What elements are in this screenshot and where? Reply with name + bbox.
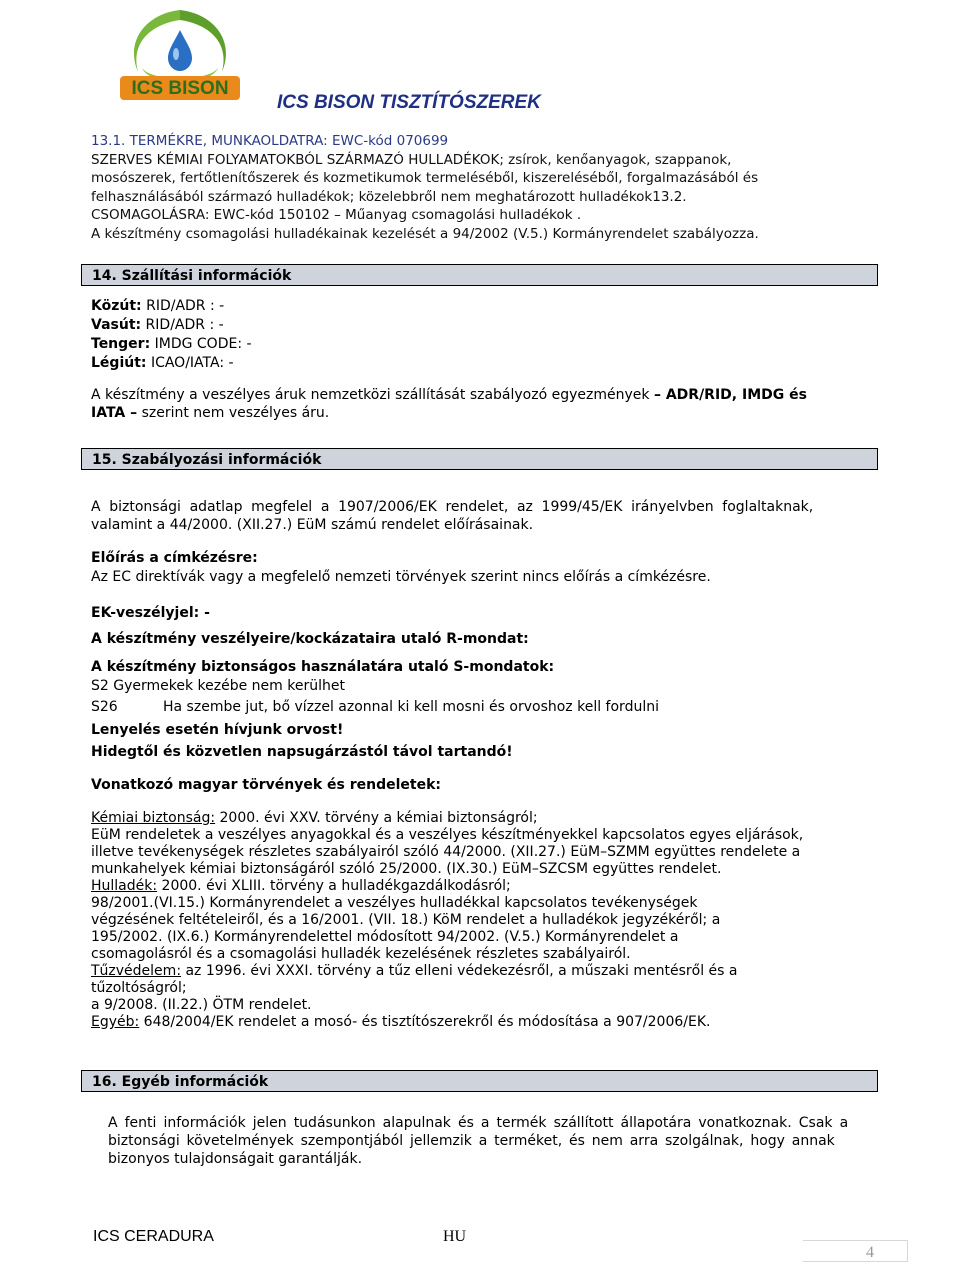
section13-line: felhasználásából származó hulladékok; közelebbről nem meghatározott hulladékok13.2. [91, 188, 687, 205]
law-line: illetve tevékenységek részletes szabályairól szóló 44/2000. (XII.27.) EüM–SZMM együttes rendelete a [91, 844, 801, 860]
page-number-box [803, 1240, 908, 1262]
other-info-line: bizonyos tulajdonságait garantálják. [108, 1151, 363, 1167]
company-logo [90, 2, 270, 108]
section15-heading: 15. Szabályozási információk [81, 448, 878, 470]
section13-line: CSOMAGOLÁSRA: EWC-kód 150102 – Műanyag csomagolási hulladékok . [91, 207, 582, 223]
other-info-line: A fenti információk jelen tudásunkon alapulnak és a termék szállított állapotára vonatkoznak. Csak a [108, 1115, 849, 1131]
other-info-line: biztonsági követelmények szempontjából jellemzik a terméket, és nem arra szolgálnak, hogy annak [108, 1133, 835, 1149]
law-line: tűzoltóságról; [91, 980, 187, 996]
transport-air: Légiút: ICAO/IATA: - [91, 355, 234, 371]
swallow-warning: Lenyelés esetén hívjunk orvost! [91, 722, 344, 738]
law-line: Tűzvédelem: az 1996. évi XXXI. törvény a tűz elleni védekezésről, a műszaki mentésről és a [91, 963, 738, 979]
labelling-text: Az EC direktívák vagy a megfelelő nemzeti törvények szerint nincs előírás a címkézésre. [91, 569, 711, 585]
section13-line: mosószerek, fertőtlenítőszerek és kozmetikumok termeléséből, kiszereléséből, forgalmazásából és [91, 170, 759, 186]
laws-list [91, 810, 803, 1031]
law-line: csomagolásról és a csomagolási hulladék kezelésének részletes szabályairól. [91, 946, 631, 962]
transport-paragraph-cont: IATA – szerint nem veszélyes áru. [91, 405, 330, 421]
footer-language: HU [443, 1228, 467, 1245]
s2-phrase: S2 Gyermekek kezébe nem kerülhet [91, 678, 345, 694]
regulation-paragraph: A biztonsági adatlap megfelel a 1907/2006/EK rendelet, az 1999/45/EK irányelvben foglaltaknak, [91, 499, 814, 515]
regulation-paragraph-cont: valamint a 44/2000. (XII.27.) EüM számú rendelet előírásainak. [91, 517, 534, 533]
s26-text: Ha szembe jut, bő vízzel azonnal ki kell mosni és orvoshoz kell fordulni [163, 699, 659, 715]
r-phrases-heading: A készítmény veszélyeire/kockázataira utaló R-mondat: [91, 631, 529, 647]
transport-road: Közút: RID/ADR : - [91, 298, 225, 314]
labelling-heading: Előírás a címkézésre: [91, 550, 258, 566]
hazard-symbol: EK-veszélyjel: - [91, 605, 210, 621]
law-line: Egyéb: 648/2004/EK rendelet a mosó- és tisztítószerekről és módosítása a 907/2006/EK. [91, 1014, 711, 1030]
transport-paragraph: A készítmény a veszélyes áruk nemzetközi szállítását szabályozó egyezmények – ADR/RID, IMDG és [91, 387, 807, 403]
law-line: Hulladék: 2000. évi XLIII. törvény a hulladékgazdálkodásról; [91, 878, 511, 894]
page-number: 4 [866, 1244, 874, 1261]
law-line: munkahelyek kémiai biztonságáról szóló 25/2000. (IX.30.) EüM–SZCSM együttes rendelet. [91, 861, 722, 877]
law-line: EüM rendeletek a veszélyes anyagokkal és a veszélyes készítményekkel kapcsolatos egyes eljárások, [91, 827, 804, 843]
law-line: a 9/2008. (II.22.) ÖTM rendelet. [91, 997, 312, 1013]
laws-heading: Vonatkozó magyar törvények és rendeletek: [91, 777, 441, 793]
law-line: 195/2002. (IX.6.) Kormányrendelettel módosított 94/2002. (V.5.) Kormányrendelet a [91, 929, 679, 945]
section13-line: SZERVES KÉMIAI FOLYAMATOKBÓL SZÁRMAZÓ HULLADÉKOK; zsírok, kenőanyagok, szappanok, [91, 151, 732, 168]
section16-heading: 16. Egyéb információk [81, 1070, 878, 1092]
law-line: végzésének feltételeiről, és a 16/2001. (VII. 18.) KöM rendelet a hulladékok jegyzékéről; a [91, 912, 721, 928]
transport-sea: Tenger: IMDG CODE: - [91, 336, 252, 352]
footer-product: ICS CERADURA [93, 1228, 214, 1245]
transport-rail: Vasút: RID/ADR : - [91, 317, 224, 333]
page-title: ICS BISON TISZTÍTÓSZEREK [277, 92, 541, 113]
section14-heading: 14. Szállítási információk [81, 264, 878, 286]
section13-line: 13.1. TERMÉKRE, MUNKAOLDATRA: EWC-kód 070699 [91, 133, 449, 149]
storage-warning: Hidegtől és közvetlen napsugárzástól távol tartandó! [91, 744, 513, 760]
logo-text: ICS BISON [131, 78, 229, 99]
s26-code: S26 [91, 699, 118, 715]
waste-disposal-section [91, 132, 891, 243]
law-line: Kémiai biztonság: 2000. évi XXV. törvény a kémiai biztonságról; [91, 810, 538, 826]
law-line: 98/2001.(VI.15.) Kormányrendelet a veszélyes hulladékkal kapcsolatos tevékenységek [91, 895, 698, 911]
s-phrases-heading: A készítmény biztonságos használatára utaló S-mondatok: [91, 659, 555, 675]
section13-line: A készítmény csomagolási hulladékainak kezelését a 94/2002 (V.5.) Kormányrendelet szabályozza. [91, 225, 759, 242]
